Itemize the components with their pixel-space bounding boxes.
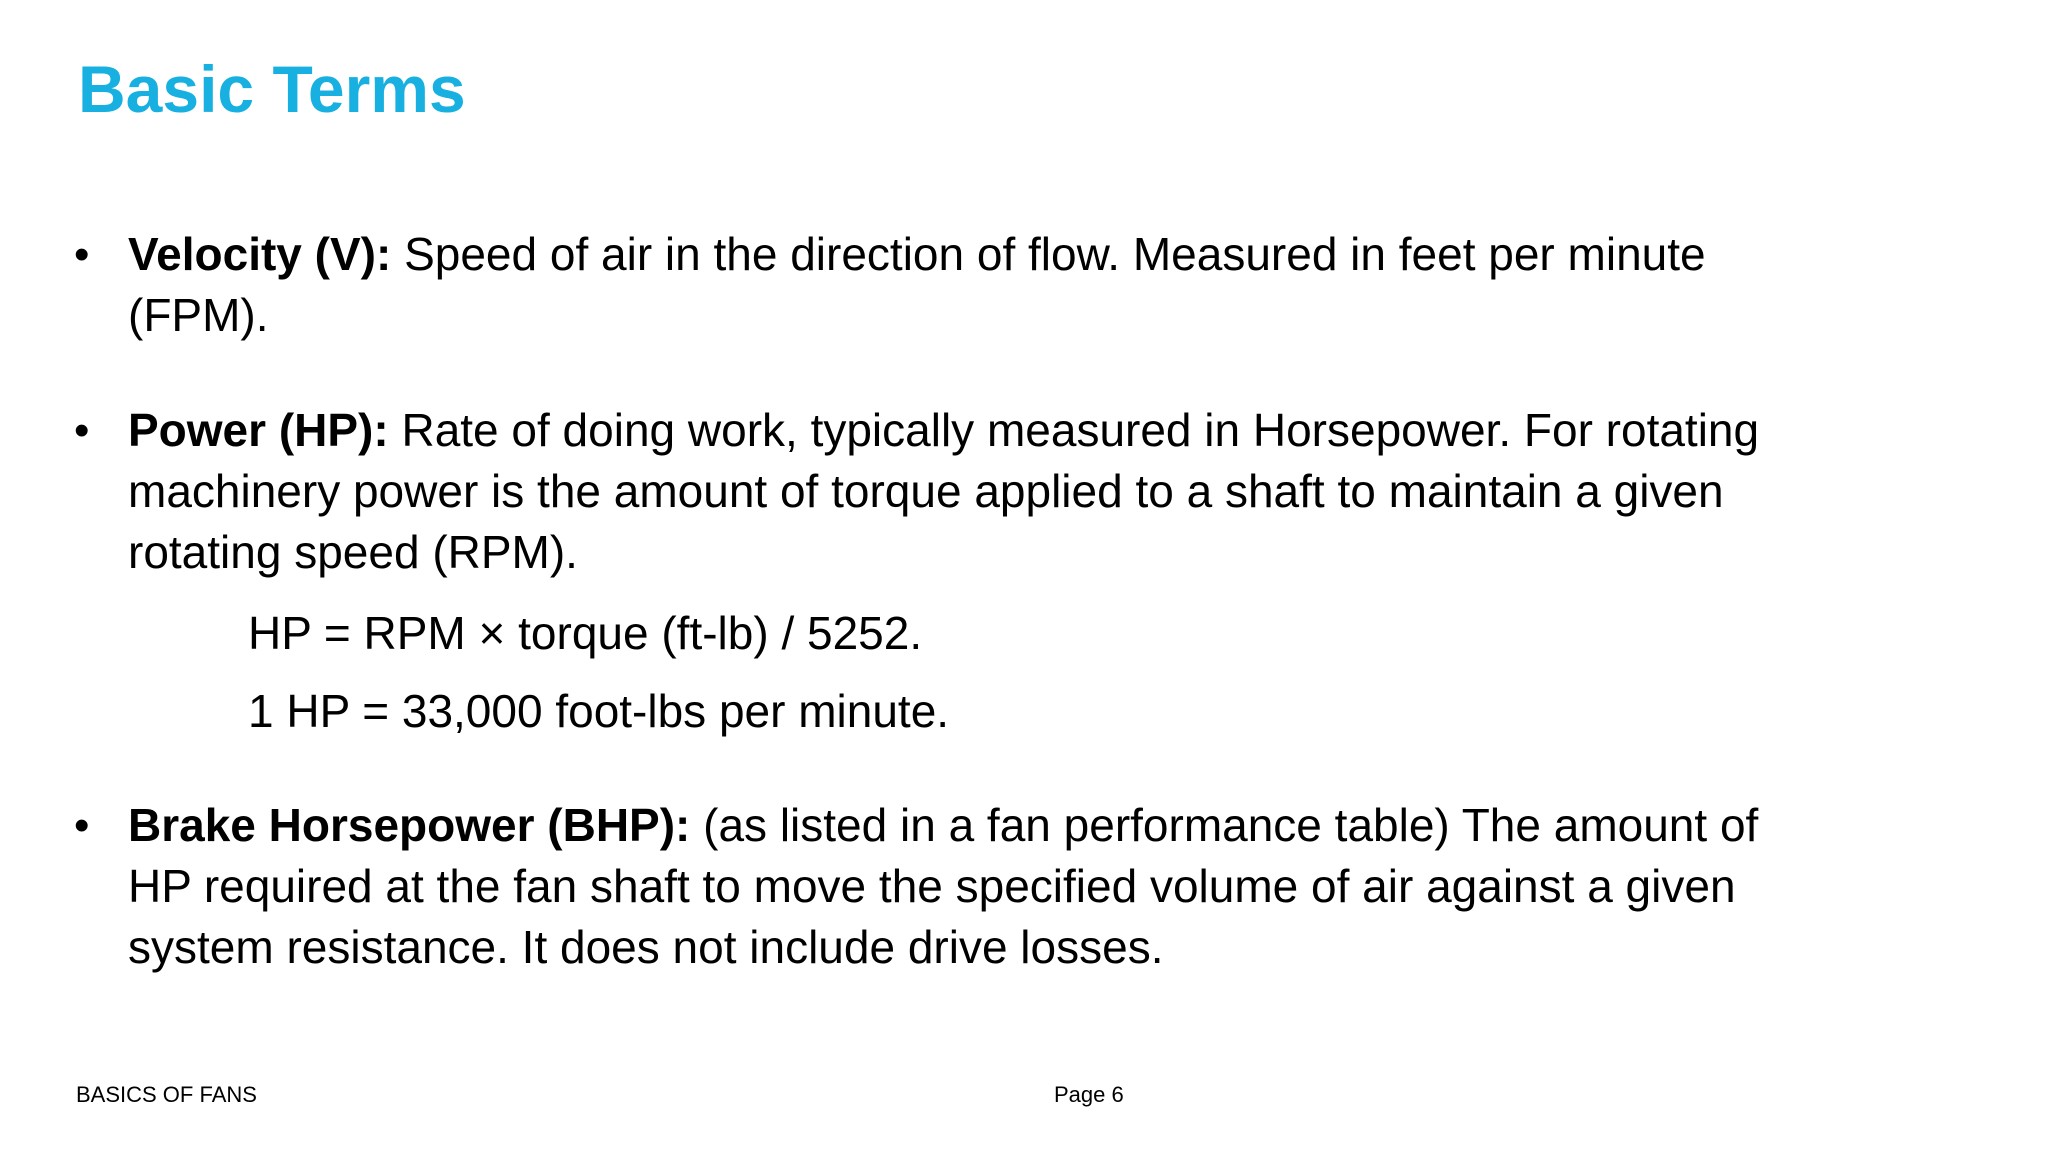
bullet-line: machinery power is the amount of torque applied to a shaft to maintain a given (128, 465, 1724, 517)
bullet-line: HP required at the fan shaft to move the specified volume of air against a given (128, 860, 1736, 912)
bullet-line (128, 400, 2008, 461)
slide-title: Basic Terms (78, 52, 466, 126)
formula-hp-definition: 1 HP = 33,000 foot-lbs per minute. (248, 685, 950, 737)
definition-text: Rate of doing work, typically measured in Horsepower. For rotating (388, 404, 1760, 456)
term-label: Velocity (V): (128, 228, 392, 280)
bullet-marker: • (74, 801, 90, 850)
bullet-marker: • (74, 406, 90, 455)
bullet-text (128, 400, 2008, 583)
bullet-marker: • (74, 230, 90, 279)
formula-hp: HP = RPM × torque (ft-lb) / 5252. (248, 607, 923, 659)
footer-title: BASICS OF FANS (76, 1082, 257, 1107)
page-number: Page 6 (1054, 1082, 1124, 1107)
bullet-text (128, 795, 2008, 978)
bullet-line (128, 224, 2008, 285)
bullet-line: rotating speed (RPM). (128, 526, 578, 578)
term-label: Power (HP): (128, 404, 389, 456)
definition-text: Speed of air in the direction of flow. Measured in feet per minute (391, 228, 1706, 280)
bullet-line: (FPM). (128, 289, 269, 341)
bullet-text (128, 224, 2008, 346)
bullet-line (128, 795, 2008, 856)
definition-text: (as listed in a fan performance table) The amount of (690, 799, 1759, 851)
bullet-line: system resistance. It does not include drive losses. (128, 921, 1164, 973)
term-label: Brake Horsepower (BHP): (128, 799, 691, 851)
